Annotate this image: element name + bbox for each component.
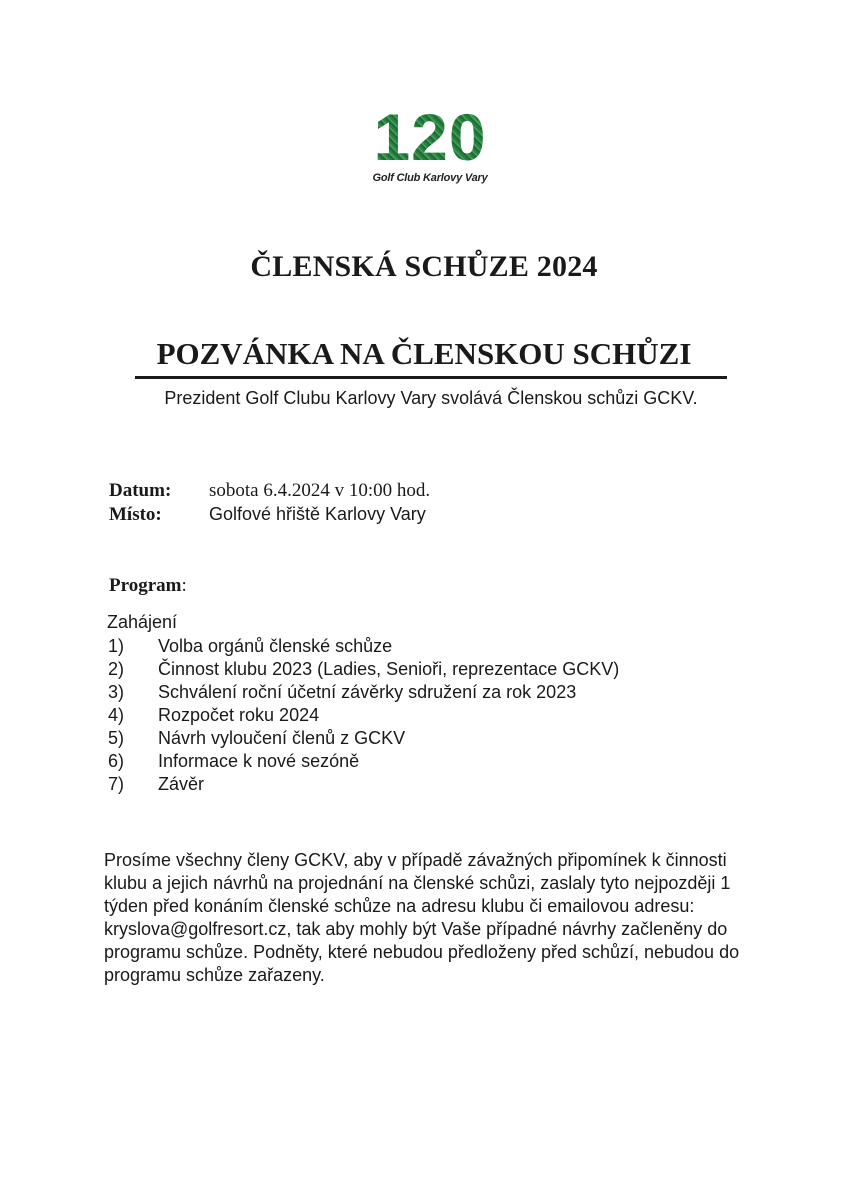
date-value: sobota 6.4.2024 v 10:00 hod. xyxy=(209,480,431,501)
place-value: Golfové hřiště Karlovy Vary xyxy=(209,504,426,524)
program-item-text: Návrh vyloučení členů z GCKV xyxy=(158,728,406,748)
club-logo xyxy=(330,100,530,184)
program-item-text: Informace k nové sezóně xyxy=(158,751,360,771)
program-item-number: 2) xyxy=(108,659,125,679)
program-item-number: 6) xyxy=(108,751,125,771)
notice-line: programu schůze. Podněty, které nebudou předloženy před schůzí, nebudou do xyxy=(104,942,740,962)
program-heading-label: Program xyxy=(109,575,182,596)
page-title: ČLENSKÁ SCHŮZE 2024 xyxy=(250,250,598,283)
title-underline xyxy=(135,376,727,379)
program-intro: Zahájení xyxy=(107,612,178,632)
program-heading-colon: : xyxy=(181,575,187,596)
notice-line: klubu a jejich návrhů na projednání na členské schůzi, zaslaly tyto nejpozději 1 xyxy=(104,873,731,893)
notice-line: týden před konáním členské schůze na adresu klubu či emailovou adresu: xyxy=(104,896,695,916)
program-item-number: 7) xyxy=(108,774,125,794)
program-item-number: 4) xyxy=(108,705,125,725)
date-label: Datum: xyxy=(109,480,172,501)
place-label: Místo: xyxy=(109,504,162,525)
program-item-text: Závěr xyxy=(158,774,205,794)
logo-anniversary-number: 120 xyxy=(330,100,530,174)
logo-club-name: Golf Club Karlovy Vary xyxy=(372,172,488,184)
program-item-number: 5) xyxy=(108,728,125,748)
notice-line: kryslova@golfresort.cz, tak aby mohly být Vaše případné návrhy začleněny do xyxy=(104,919,728,939)
program-item-number: 1) xyxy=(108,636,125,656)
notice-line: programu schůze zařazeny. xyxy=(104,965,325,985)
program-item-text: Činnost klubu 2023 (Ladies, Senioři, reprezentace GCKV) xyxy=(158,659,620,679)
program-item-number: 3) xyxy=(108,682,125,702)
subtitle: Prezident Golf Clubu Karlovy Vary svolává Členskou schůzi GCKV. xyxy=(164,388,698,408)
program-item-text: Rozpočet roku 2024 xyxy=(158,705,320,725)
program-item-text: Volba orgánů členské schůze xyxy=(158,636,393,656)
notice-line: Prosíme všechny členy GCKV, aby v případě závažných připomínek k činnosti xyxy=(104,850,727,870)
program-item-text: Schválení roční účetní závěrky sdružení za rok 2023 xyxy=(158,682,577,702)
notice-paragraph xyxy=(104,849,784,987)
invitation-title: POZVÁNKA NA ČLENSKOU SCHŮZI xyxy=(156,336,692,371)
program-heading xyxy=(109,575,187,597)
